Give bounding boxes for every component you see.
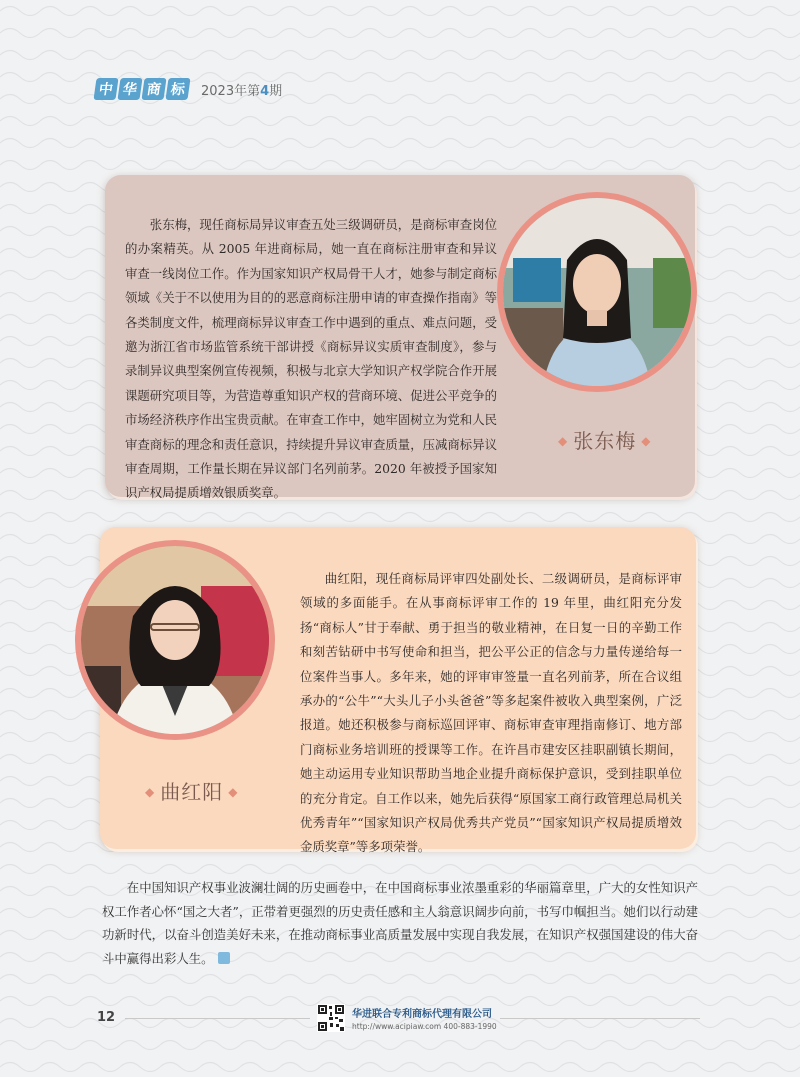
logo-char: 商 (141, 78, 166, 100)
diamond-icon: ◆ (228, 785, 239, 799)
logo-char: 中 (93, 78, 118, 100)
magazine-logo (95, 78, 191, 100)
issue-number: 4 (260, 83, 270, 99)
logo-char: 华 (117, 78, 142, 100)
issue-year: 2023年第 (201, 83, 261, 99)
footer-divider (500, 1018, 700, 1019)
profile-name-qu (140, 776, 243, 805)
footer-divider (125, 1018, 310, 1019)
bio-text: 曲红阳，现任商标局评审四处副处长、二级调研员，是商标评审领域的多面能手。在从事商标评审工作的 19 年里，曲红阳充分发扬“商标人”甘于奉献、勇于担当的敬业精神，在日复一日的辛勤工作和刻苦钻研中书写使命和担当，把公平公正的信念与力量传递给每一位案件当事人。多年来，她的评审审签量一直名列前茅，所在合议组承办的“公牛”“大头儿子小头爸爸”等多起案件被收入典型案例，广泛报道。她还积极参与商标巡回评审、商标审查审理指南修订、地方部门商标业务培训班的授课等工作。在许昌市建安区挂职副镇长期间，她主动运用专业知识帮助当地企业提升商标保护意识，受到挂职单位的充分肯定。自工作以来，她先后获得“原国家工商行政管理总局机关优秀青年”“国家知识产权局优秀共产党员”“国家知识产权局提质增效金质奖章”等多项荣誉。 (300, 571, 682, 855)
sponsor-ad (352, 1005, 497, 1031)
sponsor-company: 华进联合专利商标代理有限公司 (352, 1009, 492, 1020)
diamond-icon: ◆ (641, 434, 652, 448)
bio-text: 张东梅，现任商标局异议审查五处三级调研员，是商标审查岗位的办案精英。从 2005 年进商标局，她一直在商标注册审查和异议审查一线岗位工作。作为国家知识产权局骨干人才，她参与制定商标领域《关于不以使用为目的的恶意商标注册申请的审查操作指南》等各类制度文件，梳理商标异议审查工作中遇到的重点、难点问题，受邀为浙江省市场监管系统干部讲授《商标异议实质审查制度》，参与录制异议典型案例宣传视频，积极与北京大学知识产权学院合作开展课题研究项目等，为营造尊重知识产权的营商环境、促进公平竞争的市场经济秩序作出宝贵贡献。在审查工作中，她牢固树立为党和人民审查商标的理念和责任意识，持续提升异议审查质量，压减商标异议审查周期，工作量长期在异议部门名列前茅。2020 年被授予国家知识产权局提质增效银质奖章。 (125, 217, 497, 501)
diamond-icon: ◆ (558, 434, 569, 448)
logo-char: 标 (165, 78, 190, 100)
profile-name: 张东梅 (573, 429, 637, 453)
issue-suffix: 期 (269, 83, 283, 99)
portrait-photo-zhang (497, 192, 697, 392)
profile-bio (300, 567, 682, 860)
page-number: 12 (97, 1010, 116, 1025)
portrait-photo-qu (75, 540, 275, 740)
qr-code-icon (317, 1004, 345, 1032)
portrait-illustration (81, 546, 269, 734)
closing-paragraph (102, 876, 698, 970)
profile-name-zhang (553, 425, 656, 454)
article-end-icon (218, 952, 230, 964)
profile-name: 曲红阳 (160, 780, 224, 804)
profile-bio (125, 213, 497, 506)
portrait-illustration (503, 198, 691, 386)
diamond-icon: ◆ (145, 785, 156, 799)
issue-label (201, 80, 282, 99)
sponsor-contact: http://www.acipiaw.com 400-883-1990 (352, 1022, 497, 1031)
closing-text: 在中国知识产权事业波澜壮阔的历史画卷中，在中国商标事业浓墨重彩的华丽篇章里，广大的女性知识产权工作者心怀“国之大者”，正带着更强烈的历史责任感和主人翁意识阔步向前，书写巾帼担当。她们以行动建功新时代，以奋斗创造美好未来，在推动商标事业高质量发展中实现自我发展，在知识产权强国建设的伟大奋斗中赢得出彩人生。 (102, 880, 698, 966)
magazine-header (95, 78, 282, 100)
